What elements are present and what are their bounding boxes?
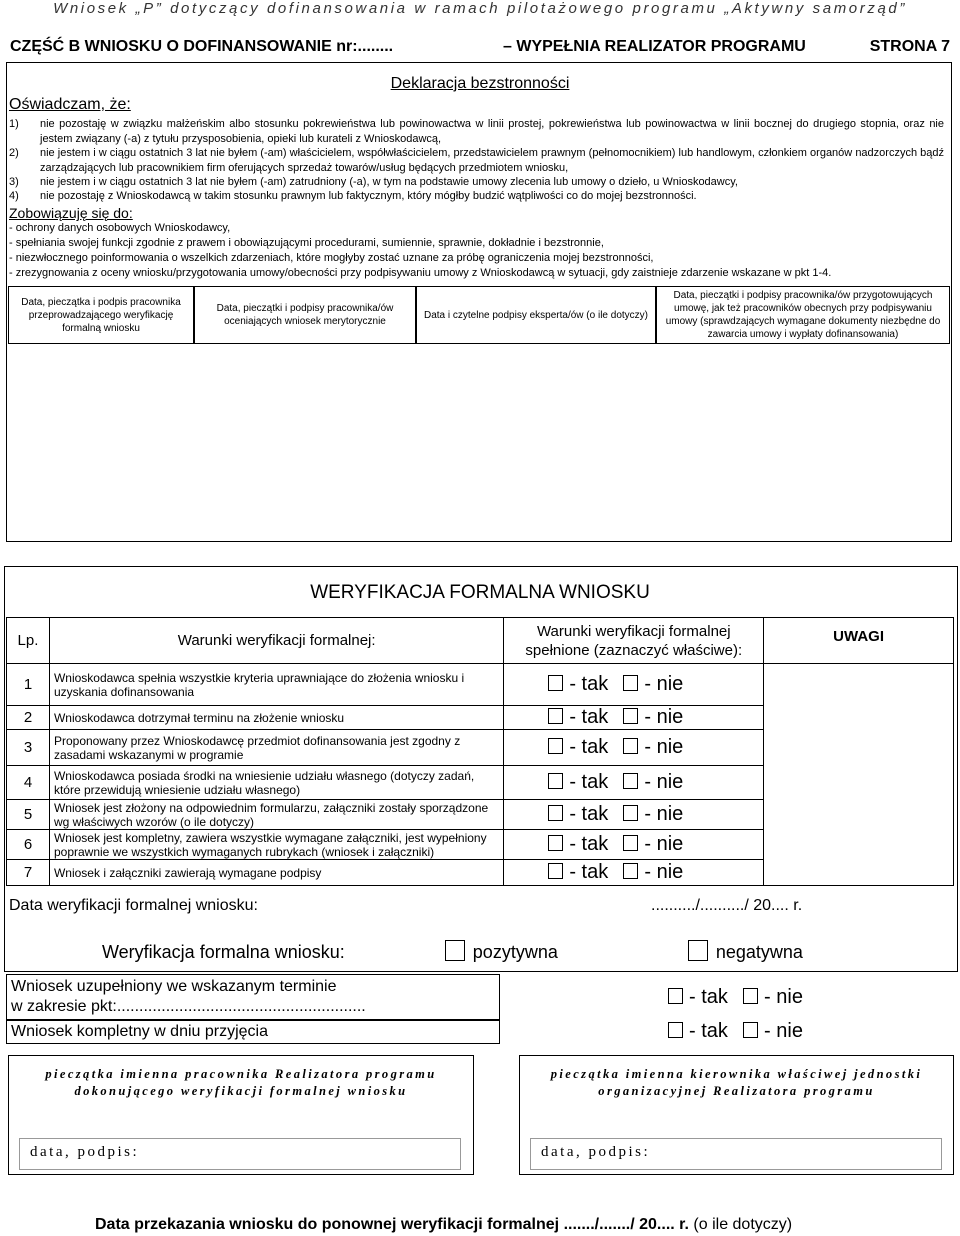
table-row: 3 Proponowany przez Wnioskodawcę przedmiot dofinansowania jest zgodny z zasadami wskazanymi w programie - tak - nie bbox=[7, 730, 954, 766]
declaration-item-2: 2) nie jestem i w ciągu ostatnich 3 lat nie byłem (-am) właścicielem, współwłaścicielem, przedstawicielem prawnym (pełnomocnikiem) lub handlowym, członkiem organów nadzorczych bądź zarządzających lub pracownikiem firm oferujących sprzedaż towarów/usług będących przedmiotem wniosku, bbox=[9, 147, 944, 174]
signature-cell-formal: Data, pieczątka i podpis pracownika przeprowadzającego weryfikację formalną wniosku bbox=[8, 286, 194, 344]
verification-result-label: Weryfikacja formalna wniosku: bbox=[102, 942, 345, 962]
checkbox-tak[interactable] bbox=[548, 708, 563, 724]
table-row: 7 Wniosek i załączniki zawierają wymagane podpisy - tak - nie bbox=[7, 860, 954, 886]
checkbox-tak[interactable] bbox=[548, 863, 563, 879]
checkbox-tak[interactable] bbox=[548, 675, 563, 691]
supplemented-options: - tak - nie bbox=[664, 986, 803, 1009]
table-row: 5 Wniosek jest złożony na odpowiednim formularzu, załączniki zostały sporządzone wg właściwych wzorów (o ile dotyczy) - tak - nie bbox=[7, 800, 954, 830]
table-row: 1 Wnioskodawca spełnia wszystkie kryteria uprawniające do złożenia wniosku i uzyskania dofinansowania - tak - nie bbox=[7, 664, 954, 706]
stamp-employee-caption: pieczątka imienna pracownika Realizatora programu dokonującego weryfikacji formalnej wniosku bbox=[45, 1067, 437, 1098]
verification-title: WERYFIKACJA FORMALNA WNIOSKU bbox=[310, 582, 650, 603]
stamp-manager-caption: pieczątka imienna kierownika właściwej jednostki organizacyjnej Realizatora programu bbox=[550, 1067, 923, 1098]
checkbox-nie[interactable] bbox=[623, 863, 638, 879]
obligation-item: - niezwłocznego poinformowania o wszelkich zdarzeniach, które mogłyby zostać uznane za próbę ograniczenia mojej bezstronności, bbox=[9, 252, 654, 264]
header-lp: Lp. bbox=[7, 618, 50, 664]
checkbox-nie[interactable] bbox=[623, 773, 638, 789]
checkbox-positive[interactable] bbox=[445, 940, 465, 961]
verification-table bbox=[6, 617, 954, 886]
checkbox-tak[interactable] bbox=[548, 805, 563, 821]
obligation-item: - spełniania swojej funkcji zgodnie z prawem i obowiązującymi procedurami, sumiennie, sprawnie, dokładnie i bezstronnie, bbox=[9, 237, 604, 249]
footer-note: (o ile dotyczy) bbox=[693, 1216, 793, 1233]
obligations-heading: Zobowiązuję się do: bbox=[9, 205, 133, 221]
checkbox-nie[interactable] bbox=[743, 1022, 758, 1038]
date-sign-field-manager[interactable]: data, podpis: bbox=[530, 1138, 942, 1170]
checkbox-tak[interactable] bbox=[548, 738, 563, 754]
supplemented-line-1: Wniosek uzupełniony we wskazanym terminie bbox=[11, 978, 337, 995]
date-sign-field-employee[interactable]: data, podpis: bbox=[19, 1138, 461, 1170]
page-number: STRONA 7 bbox=[869, 38, 950, 55]
checkbox-tak[interactable] bbox=[668, 1022, 683, 1038]
header-remarks: UWAGI bbox=[764, 618, 954, 664]
footer-reverification bbox=[95, 1216, 792, 1234]
checkbox-nie[interactable] bbox=[623, 805, 638, 821]
part-number: CZĘŚĆ B WNIOSKU O DOFINANSOWANIE nr:........ bbox=[10, 38, 394, 55]
complete-on-receipt-label: Wniosek kompletny w dniu przyjęcia bbox=[11, 1023, 268, 1040]
remarks-cell bbox=[764, 664, 954, 886]
obligation-item: - ochrony danych osobowych Wnioskodawcy, bbox=[9, 222, 231, 234]
result-negative-label: negatywna bbox=[715, 942, 803, 962]
declaration-oswiadczam: Oświadczam, że: bbox=[9, 96, 131, 113]
declaration-item-1: 1) nie pozostaję w związku małżeńskim albo stosunku pokrewieństwa lub powinowactwa w linii prostej, pokrewieństwa lub powinowactwa w linii bocznej do drugiego stopnia, oraz nie jestem związany (-a) z tytułu przysposobienia, opieki lub kurateli z Wnioskodawcą, bbox=[9, 118, 944, 145]
document-header: Wniosek „P” dotyczący dofinansowania w ramach pilotażowego programu „Aktywny samorząd” bbox=[53, 0, 907, 17]
result-positive-label: pozytywna bbox=[472, 942, 558, 962]
complete-options: - tak - nie bbox=[664, 1020, 803, 1043]
header-fulfilled: Warunki weryfikacji formalnej spełnione (zaznaczyć właściwe): bbox=[504, 618, 764, 664]
table-row: 4 Wnioskodawca posiada środki na wniesienie udziału własnego (dotyczy zadań, które przewidują wniesienie udziału własnego) - tak - nie bbox=[7, 766, 954, 800]
checkbox-tak[interactable] bbox=[548, 773, 563, 789]
header-conditions: Warunki weryfikacji formalnej: bbox=[49, 618, 503, 664]
footer-reverification-label: Data przekazania wniosku do ponownej weryfikacji formalnej ......./......./ 20.... r. bbox=[95, 1216, 689, 1233]
checkbox-nie[interactable] bbox=[623, 675, 638, 691]
signature-cell-expert: Data i czytelne podpisy eksperta/ów (o ile dotyczy) bbox=[416, 286, 656, 344]
part-heading bbox=[10, 38, 950, 56]
declaration-item-4: 4) nie pozostaję z Wnioskodawcą w takim stosunku prawnym lub faktycznym, który mógłby budzić wątpliwości co do mojej bezstronności. bbox=[9, 190, 697, 202]
obligation-item: - zrezygnowania z oceny wniosku/przygotowania umowy/obecności przy podpisywaniu umowy z Wnioskodawcą w sytuacji, gdy zaistnieje zdarzenie wskazane w pkt 1-4. bbox=[9, 267, 832, 279]
obligations-list bbox=[9, 221, 944, 281]
signature-cell-contract: Data, pieczątki i podpisy pracownika/ów przygotowujących umowę, jak też pracowników obecnych przy podpisywaniu umowy (sprawdzających wymagane dokumenty niezbędne do zawarcia umowy i wypłaty dofinansowania) bbox=[656, 286, 950, 344]
verification-result bbox=[102, 940, 803, 963]
declaration-title: Deklaracja bezstronności bbox=[390, 75, 570, 92]
supplemented-line-2[interactable]: w zakresie pkt:........................................................ bbox=[11, 998, 366, 1015]
table-row: 6 Wniosek jest kompletny, zawiera wszystkie wymagane załączniki, jest wypełniony poprawnie we wszystkich wymaganych rubrykach (wniosek i załączniki) - tak - nie bbox=[7, 830, 954, 860]
checkbox-negative[interactable] bbox=[688, 940, 708, 961]
checkbox-nie[interactable] bbox=[623, 738, 638, 754]
checkbox-nie[interactable] bbox=[743, 988, 758, 1004]
stamp-block-employee bbox=[8, 1055, 474, 1175]
declaration-item-3: 3) nie jestem i w ciągu ostatnich 3 lat nie byłem (-am) zatrudniony (-a), w tym na podstawie umowy zlecenia lub umowy o dzieło, u Wnioskodawcy, bbox=[9, 176, 738, 188]
table-row: 2 Wnioskodawca dotrzymał terminu na złożenie wniosku - tak - nie bbox=[7, 706, 954, 730]
stamp-block-manager bbox=[519, 1055, 954, 1175]
verification-date-label: Data weryfikacji formalnej wniosku: bbox=[9, 897, 258, 914]
verification-date-line bbox=[9, 897, 949, 915]
checkbox-tak[interactable] bbox=[548, 835, 563, 851]
complete-on-receipt-box bbox=[6, 1020, 500, 1044]
signature-cell-merit: Data, pieczątki i podpisy pracownika/ów oceniających wniosek merytorycznie bbox=[194, 286, 416, 344]
supplemented-box bbox=[6, 974, 500, 1020]
checkbox-nie[interactable] bbox=[623, 835, 638, 851]
part-responsible: – WYPEŁNIA REALIZATOR PROGRAMU bbox=[503, 38, 806, 55]
checkbox-tak[interactable] bbox=[668, 988, 683, 1004]
checkbox-nie[interactable] bbox=[623, 708, 638, 724]
verification-date-field[interactable]: ........../........../ 20.... r. bbox=[651, 897, 803, 914]
